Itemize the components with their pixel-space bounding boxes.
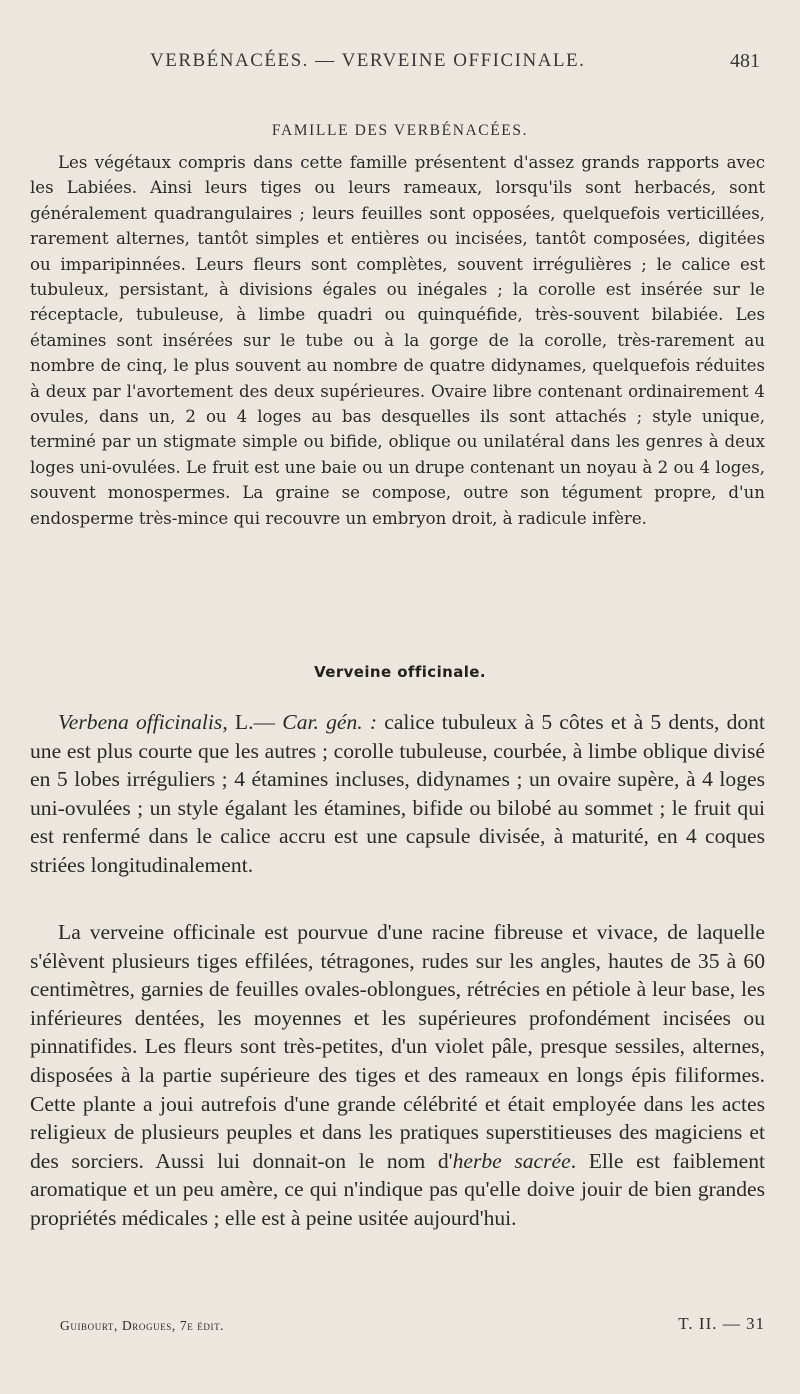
plant-paragraph: [30, 918, 765, 1233]
herbe-sacree-term: herbe sacrée: [452, 1148, 571, 1173]
running-title: VERBÉNACÉES. — VERVEINE OFFICINALE.: [150, 50, 586, 71]
plant-text-start: La verveine officinale est pourvue d'une racine fibreuse et vivace, de laquelle s'élèvent plusieurs tiges effilées, tétragones, rudes sur les angles, hautes de 35 à 60 centimètres, garnies de feuilles ovales-oblongues, rétrécies en pétiole à leur base, les inférieures dentées, les moyennes et les supérieures profondément incisées ou pinnatifides. Les fleurs sont très-petites, d'un violet pâle, presque sessiles, alternes, disposées à la partie supérieure des tiges et des rameaux en longs épis filiformes. Cette plante a joui autrefois d'une grande célébrité et était employée dans les actes religieux de plusieurs peuples et dans les pratiques superstitieuses des magiciens et des sorciers. Aussi lui donnait-on le nom d': [30, 920, 765, 1173]
description-text: calice tubuleux à 5 côtes et à 5 dents, dont une est plus courte que les autres ; corolle tubuleuse, courbée, à limbe oblique divisé en 5 lobes irréguliers ; 4 étamines incluses, didynames ; un ovaire supère, à 4 loges uni-ovulées ; un style égalant les étamines, bifide ou bilobé au sommet ; le fruit qui est renfermé dans le calice accru est une capsule divisée, à maturité, en 4 coques striées longitudinalement.: [30, 710, 765, 877]
species-name: Verbena officinalis: [58, 710, 223, 734]
description-paragraph: [30, 708, 765, 880]
family-heading: FAMILLE DES VERBÉNACÉES.: [271, 122, 529, 139]
running-head: [0, 50, 800, 80]
characters-label: Car. gén. :: [282, 710, 378, 734]
section-heading: Verveine officinale.: [314, 663, 486, 681]
page-footer: [0, 1314, 800, 1348]
page-number: 481: [730, 50, 760, 72]
footer-signature: Guibourt, Drogues, 7e édit.: [60, 1318, 225, 1333]
footer-volume: T. II. — 31: [678, 1314, 765, 1333]
species-authority: , L.—: [222, 710, 283, 734]
plant-text-end: . Elle est faiblement aromatique et un peu amère, ce qui n'indique pas qu'elle doive jouir de bien grandes propriétés médicales ; elle est à peine usitée aujourd'hui.: [30, 1148, 765, 1230]
intro-paragraph: Les végétaux compris dans cette famille présentent d'assez grands rapports avec les Labiées. Ainsi leurs tiges ou leurs rameaux, lorsqu'ils sont herbacés, sont généralement quadrangulaires ; leurs feuilles sont opposées, quelquefois verticillées, rarement alternes, tantôt simples et entières ou incisées, tantôt composées, digitées ou imparipinnées. Leurs fleurs sont complètes, souvent irrégulières ; le calice est tubuleux, persistant, à divisions égales ou inégales ; la corolle est insérée sur le réceptacle, tubuleuse, à limbe quadri ou quinquéfide, très-souvent bilabiée. Les étamines sont insérées sur le tube ou à la gorge de la corolle, très-rarement au nombre de cinq, le plus souvent au nombre de quatre didynames, quelquefois réduites à deux par l'avortement des deux supérieures. Ovaire libre contenant ordinairement 4 ovules, dans un, 2 ou 4 loges au bas desquelles ils sont attachés ; style unique, terminé par un stigmate simple ou bifide, oblique ou unilatéral dans les genres à deux loges uni-ovulées. Le fruit est une baie ou un drupe contenant un noyau à 2 ou 4 loges, souvent monospermes. La graine se compose, outre son tégument propre, d'un endosperme très-mince qui recouvre un embryon droit, à radicule infère.: [30, 153, 765, 528]
